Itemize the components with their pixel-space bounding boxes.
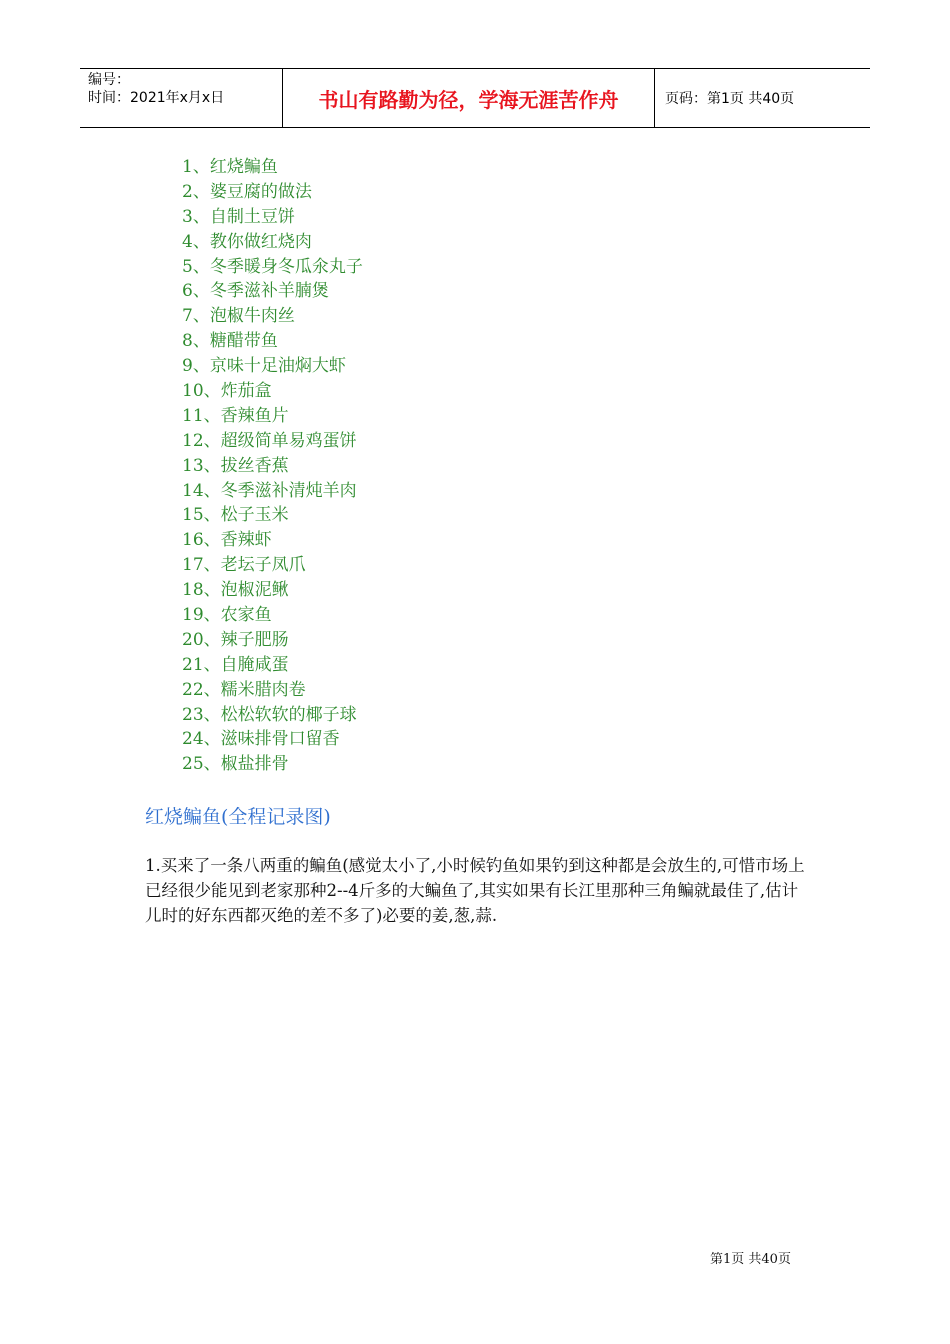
section-title: 红烧鳊鱼(全程记录图) (145, 806, 331, 828)
toc-item: 7、泡椒牛肉丝 (182, 306, 295, 327)
toc-item: 13、拔丝香蕉 (182, 455, 289, 476)
toc-item: 17、老坛子凤爪 (182, 555, 306, 576)
toc-item: 21、自腌咸蛋 (182, 654, 289, 675)
toc-item: 3、自制土豆饼 (182, 206, 295, 227)
header-page-info: 页码：第1页 共40页 (665, 91, 795, 107)
toc-item: 8、糖醋带鱼 (182, 331, 278, 352)
toc-item: 22、糯米腊肉卷 (182, 679, 306, 700)
toc-item: 18、泡椒泥鳅 (182, 580, 289, 601)
toc-item: 25、椒盐排骨 (182, 754, 289, 775)
body-paragraph: 1.买来了一条八两重的鳊鱼(感觉太小了,小时候钓鱼如果钓到这种都是会放生的,可惜市场上已经很少能见到老家那种2--4斤多的大鳊鱼了,其实如果有长江里那种三角鳊就最佳了,估计儿时的好东西都灭绝的差不多了)必要的姜,葱,蒜. (145, 856, 805, 925)
toc-item: 10、炸茄盒 (182, 381, 272, 402)
table-of-contents (182, 155, 363, 777)
toc-item: 23、松松软软的椰子球 (182, 704, 357, 725)
toc-item: 12、超级简单易鸡蛋饼 (182, 430, 357, 451)
toc-item: 5、冬季暖身冬瓜氽丸子 (182, 256, 363, 277)
toc-item: 1、红烧鳊鱼 (182, 157, 278, 177)
toc-item: 19、农家鱼 (182, 605, 272, 626)
number-label: 编号： (88, 72, 130, 88)
toc-item: 2、婆豆腐的做法 (182, 181, 312, 202)
header-meta (80, 69, 282, 127)
toc-item: 15、松子玉米 (182, 505, 289, 526)
toc-item: 24、滋味排骨口留香 (182, 729, 340, 750)
footer-page-info: 第1页 共40页 (710, 1252, 791, 1267)
toc-item: 6、冬季滋补羊腩煲 (182, 281, 329, 302)
toc-item: 20、辣子肥肠 (182, 629, 289, 650)
toc-item: 9、京味十足油焖大虾 (182, 356, 346, 377)
time-label: 时间：2021年x月x日 (88, 90, 225, 106)
toc-item: 14、冬季滋补清炖羊肉 (182, 480, 357, 501)
toc-item: 11、香辣鱼片 (182, 405, 289, 426)
toc-item: 16、香辣虾 (182, 530, 272, 551)
header-motto: 书山有路勤为径，学海无涯苦作舟 (282, 69, 655, 127)
page-header (80, 68, 870, 128)
toc-item: 4、教你做红烧肉 (182, 231, 312, 252)
